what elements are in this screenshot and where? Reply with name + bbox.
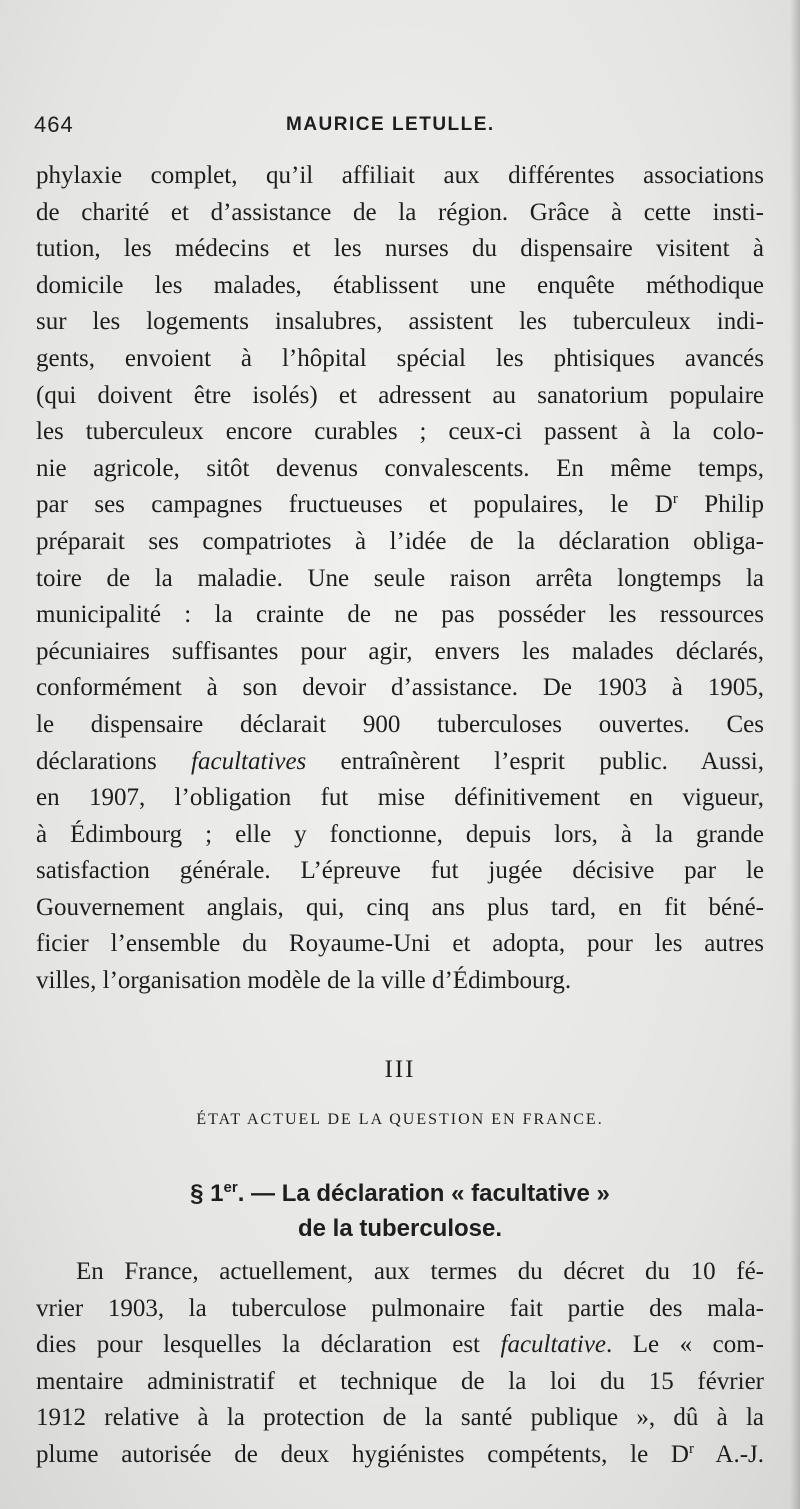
text-line: Gouvernement anglais, qui, cinq ans plus tard, en fit béné-	[36, 893, 764, 921]
section-title: ÉTAT ACTUEL DE LA QUESTION EN FRANCE.	[196, 1111, 604, 1128]
superscript: r	[689, 1440, 694, 1457]
italic-term: facultatives	[191, 747, 307, 775]
text-line: ficier l’ensemble du Royaume-Uni et adopta, pour les autres	[36, 930, 764, 958]
text-line: mentaire administratif et technique de la loi du 15 février	[36, 1367, 764, 1395]
text-line: gents, envoient à l’hôpital spécial les phtisiques avancés	[36, 344, 764, 372]
subsection-title-part: . — La déclaration « facultative »	[237, 1180, 610, 1207]
text-segment: déclarations	[36, 747, 192, 775]
text-line: vrier 1903, la tuberculose pulmonaire fait partie des mala-	[36, 1294, 764, 1322]
text-line: en 1907, l’obligation fut mise définitivement en vigueur,	[36, 784, 764, 812]
text-line: toire de la maladie. Une seule raison arrêta longtemps la	[36, 564, 764, 592]
text-line	[36, 1327, 764, 1364]
subsection-heading-line-1	[0, 1170, 800, 1211]
text-line	[36, 744, 764, 781]
paragraph-1	[36, 158, 764, 1000]
text-line: le dispensaire déclarait 900 tuberculoses ouvertes. Ces	[36, 710, 764, 738]
text-line: phylaxie complet, qu’il affiliait aux différentes associations	[36, 162, 764, 189]
text-line: pécuniaires suffisantes pour agir, envers les malades déclarés,	[36, 637, 764, 665]
text-line: conformément à son devoir d’assistance. De 1903 à 1905,	[36, 674, 764, 702]
text-line: sur les logements insalubres, assistent les tuberculeux indi-	[36, 308, 764, 336]
page-edge-shadow	[790, 0, 800, 1509]
paragraph-2	[36, 1254, 764, 1474]
text-line: satisfaction générale. L’épreuve fut jugée décisive par le	[36, 857, 764, 885]
text-line: de charité et d’assistance de la région. Grâce à cette insti-	[36, 198, 764, 226]
page-number: 464	[34, 112, 74, 137]
text-line: nie agricole, sitôt devenus convalescents. En même temps,	[36, 454, 764, 482]
text-segment: par ses campagnes fructueuses et populaires, le D	[36, 491, 673, 519]
superscript: r	[672, 491, 678, 508]
text-line: municipalité : la crainte de ne pas posséder les ressources	[36, 601, 764, 629]
italic-term: facultative	[500, 1331, 607, 1359]
text-line: à Édimbourg ; elle y fonctionne, depuis lors, à la grande	[36, 820, 764, 848]
text-segment: . Le « com-	[606, 1331, 764, 1359]
text-line: villes, l’organisation modèle de la ville d’Édimbourg.	[36, 967, 572, 995]
text-line: tution, les médecins et les nurses du dispensaire visitent à	[36, 235, 764, 263]
subsection-heading-line-2: de la tuberculose.	[297, 1215, 503, 1242]
text-segment: dies pour lesquelles la déclaration est	[36, 1331, 501, 1359]
text-line: 1912 relative à la protection de la santé publique », dû à la	[36, 1404, 764, 1432]
text-line	[36, 1437, 764, 1474]
running-title: MAURICE LETULLE.	[286, 114, 495, 135]
text-line: En France, actuellement, aux termes du décret du 10 fé-	[76, 1258, 764, 1285]
text-line: les tuberculeux encore curables ; ceux-ci passent à la colo-	[36, 418, 764, 446]
text-segment: Philip	[677, 491, 765, 519]
text-line	[36, 487, 764, 524]
subsection-prefix: § 1	[190, 1180, 224, 1207]
text-line: préparait ses compatriotes à l’idée de la déclaration obliga-	[36, 527, 764, 555]
text-segment: entraînèrent l’esprit public. Aussi,	[306, 747, 764, 775]
section-number: III	[384, 1056, 416, 1083]
superscript: er	[223, 1179, 238, 1196]
subsection-heading	[0, 1170, 800, 1246]
running-head	[34, 112, 764, 146]
text-segment: plume autorisée de deux hygiénistes compétents, le D	[36, 1440, 689, 1468]
text-segment: A.-J.	[694, 1440, 764, 1468]
text-line: domicile les malades, établissent une enquête méthodique	[36, 271, 764, 299]
text-line: (qui doivent être isolés) et adressent au sanatorium populaire	[36, 381, 764, 409]
